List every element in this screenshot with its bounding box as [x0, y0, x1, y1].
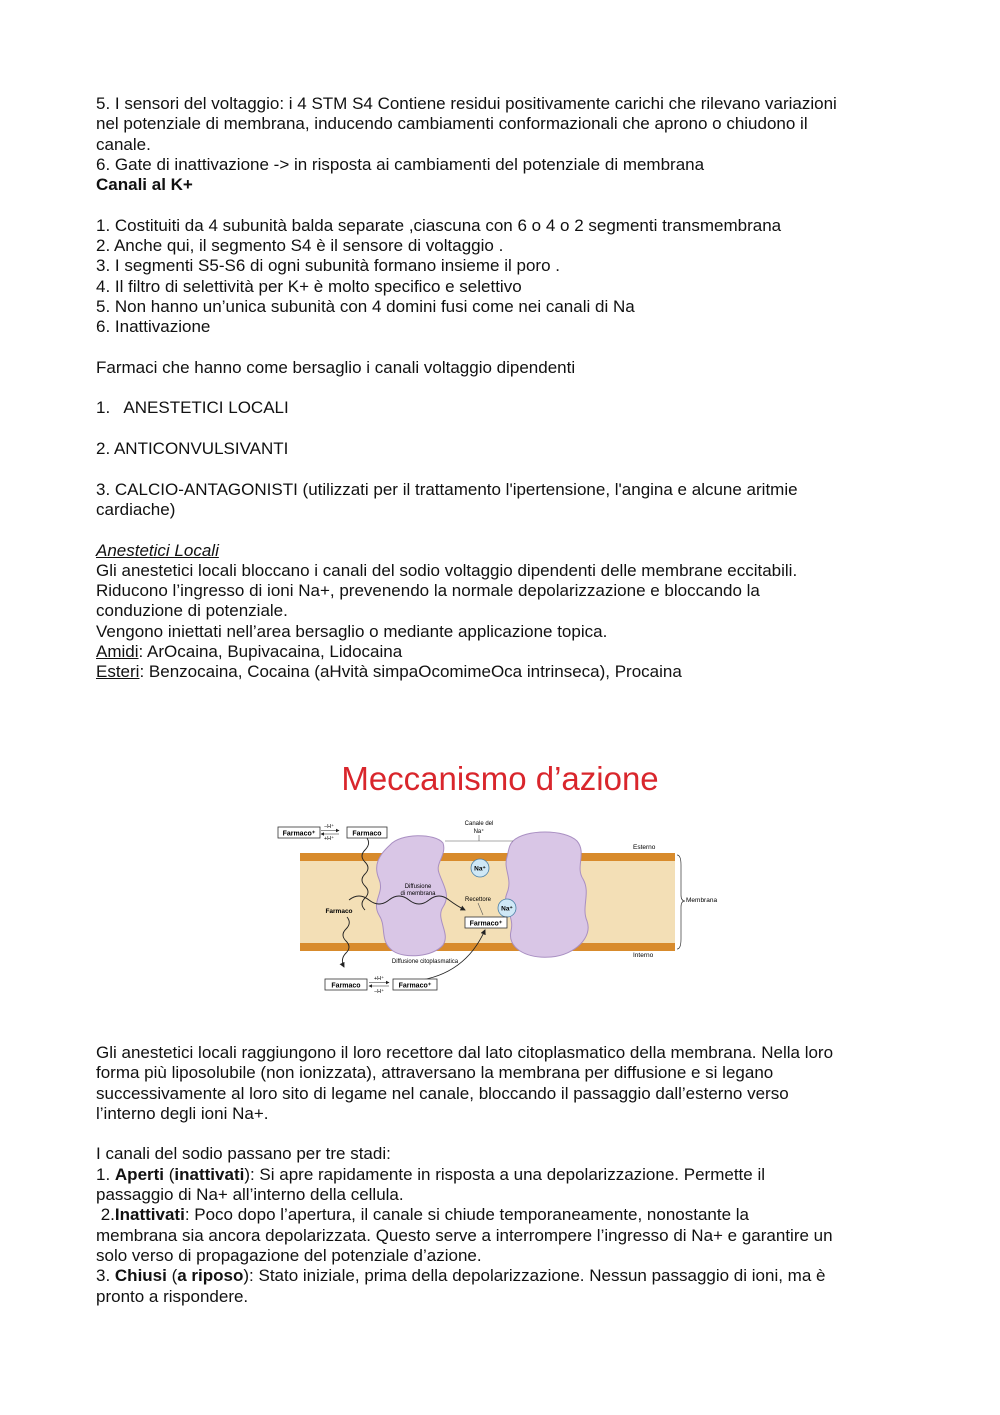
- h-plus-bottom: +H⁺: [373, 976, 385, 982]
- membrane-inner-layer: [300, 943, 675, 951]
- diffusion-cytoplasm-label: Diffusione citoplasmatica: [391, 959, 459, 965]
- k-item: 5. Non hanno un’unica subunità con 4 domini fusi come nei canali di Na: [96, 296, 635, 316]
- channel-protein-right: [505, 832, 588, 957]
- stages-intro: I canali del sodio passano per tre stadi:: [96, 1144, 391, 1164]
- section-heading-k: Canali al K+: [96, 175, 193, 195]
- sodium-ion-bound-label: Na⁺: [501, 905, 513, 913]
- stage-2-cont: solo verso di propagazione del potenziale d’azione.: [96, 1245, 482, 1265]
- amidi-text: : ArOcaina, Bupivacaina, Lidocaina: [138, 642, 403, 662]
- drugs-intro: Farmaci che hanno come bersaglio i canali voltaggio dipendenti: [96, 357, 576, 377]
- diffusion-membrane-label: Diffusione: [404, 884, 432, 890]
- k-item: 1. Costituiti da 4 subunità balda separate ,ciascuna con 6 o 4 o 2 segmenti transmembrana: [96, 215, 782, 235]
- farmaco-plus-label: Farmaco⁺: [282, 830, 316, 838]
- channel-label: Canale del: [464, 821, 494, 827]
- stage-1: 1. Aperti (inattivati): Si apre rapidamente in risposta a una depolarizzazione. Permette il: [96, 1164, 765, 1184]
- farmaco-bottom-plus-label: Farmaco⁺: [398, 982, 432, 990]
- farmaco-bottom-label: Farmaco: [331, 982, 361, 990]
- figure-title: Meccanismo d’azione: [341, 760, 659, 797]
- h-plus-top: +H⁺: [323, 836, 335, 842]
- document-top: [96, 94, 926, 683]
- esterno-label: Esterno: [633, 844, 656, 851]
- drug-item: 2. ANTICONVULSIVANTI: [96, 439, 289, 459]
- diffusion-membrane-label-2: di membrana: [400, 891, 436, 897]
- membrane-outer-layer: [300, 853, 675, 861]
- stage-2: 2.Inattivati: Poco dopo l’apertura, il canale si chiude temporaneamente, nonostante la: [96, 1205, 750, 1225]
- text-line: Vengono iniettati nell’area bersaglio o mediante applicazione topica.: [96, 621, 608, 641]
- farmaco-label: Farmaco: [352, 830, 382, 838]
- stage-3-cont: pronto a rispondere.: [96, 1286, 249, 1306]
- drug-item: 1. ANESTETICI LOCALI: [96, 398, 289, 418]
- text-line: conduzione di potenziale.: [96, 601, 288, 621]
- interno-label: Interno: [633, 952, 654, 959]
- membrana-label: Membrana: [686, 897, 718, 904]
- drug-item: 3. CALCIO-ANTAGONISTI (utilizzati per il trattamento l'ipertensione, l'angina e alcune aritmie: [96, 479, 798, 499]
- text-line: 5. I sensori del voltaggio: i 4 STM S4 Contiene residui positivamente carichi che rilevano variazioni: [96, 94, 837, 113]
- sodium-ion-label: Na⁺: [474, 865, 486, 873]
- esteri-line: [96, 662, 926, 682]
- amidi-line: [96, 642, 926, 662]
- farmaco-bound-label: Farmaco⁺: [469, 920, 503, 928]
- stage-3: 3. Chiusi (a riposo): Stato iniziale, prima della depolarizzazione. Nessun passaggio di ioni, ma è: [96, 1266, 826, 1286]
- esteri-label: Esteri: [96, 662, 140, 682]
- h-minus-top: −H⁺: [323, 824, 335, 830]
- text-line: 6. Gate di inattivazione -> in risposta ai cambiamenti del potenziale di membrana: [96, 154, 705, 174]
- k-item: 4. Il filtro di selettività per K+ è molto specifico e selettivo: [96, 276, 522, 296]
- drug-item-cont: cardiache): [96, 499, 176, 519]
- text-line: l’interno degli ioni Na+.: [96, 1103, 269, 1123]
- esteri-text: : Benzocaina, Cocaina (aHvità simpaOcomimeOca intrinseca), Procaina: [139, 662, 682, 682]
- text-line: forma più liposolubile (non ionizzata), attraversano la membrana per diffusione e si legano: [96, 1063, 774, 1083]
- text-line: canale.: [96, 134, 151, 154]
- k-item: 6. Inattivazione: [96, 317, 211, 337]
- k-item: 3. I segmenti S5-S6 di ogni subunità formano insieme il poro .: [96, 256, 560, 276]
- channel-label-na: Na⁺: [473, 829, 485, 835]
- text-line: Riducono l’ingresso di ioni Na+, prevenendo la normale depolarizzazione e bloccando la: [96, 581, 760, 601]
- k-item: 2. Anche qui, il segmento S4 è il sensore di voltaggio .: [96, 236, 504, 256]
- subsection-heading-anestetici: Anestetici Locali: [96, 540, 219, 560]
- stage-1-cont: passaggio di Na+ all’interno della cellula.: [96, 1185, 404, 1205]
- text-line: nel potenziale di membrana, inducendo cambiamenti conformazionali che aprono o chiudono il: [96, 114, 808, 134]
- h-minus-bottom: −H⁺: [373, 989, 385, 995]
- mechanism-diagram: [275, 815, 730, 1000]
- text-line: Gli anestetici locali bloccano i canali del sodio voltaggio dipendenti delle membrane eccitabili.: [96, 560, 798, 580]
- text-line: Gli anestetici locali raggiungono il loro recettore dal lato citoplasmatico della membrana. Nella loro: [96, 1043, 834, 1062]
- farmaco-mid-label: Farmaco: [325, 908, 353, 915]
- amidi-label: Amidi: [96, 642, 139, 662]
- stage-2-cont: membrana sia ancora depolarizzata. Questo serve a interrompere l’ingresso di Na+ e garantire un: [96, 1225, 833, 1245]
- recettore-label: Recettore: [464, 897, 492, 903]
- text-line: successivamente al loro sito di legame nel canale, bloccando il passaggio dall’esterno verso: [96, 1083, 789, 1103]
- document-bottom: [96, 1043, 926, 1307]
